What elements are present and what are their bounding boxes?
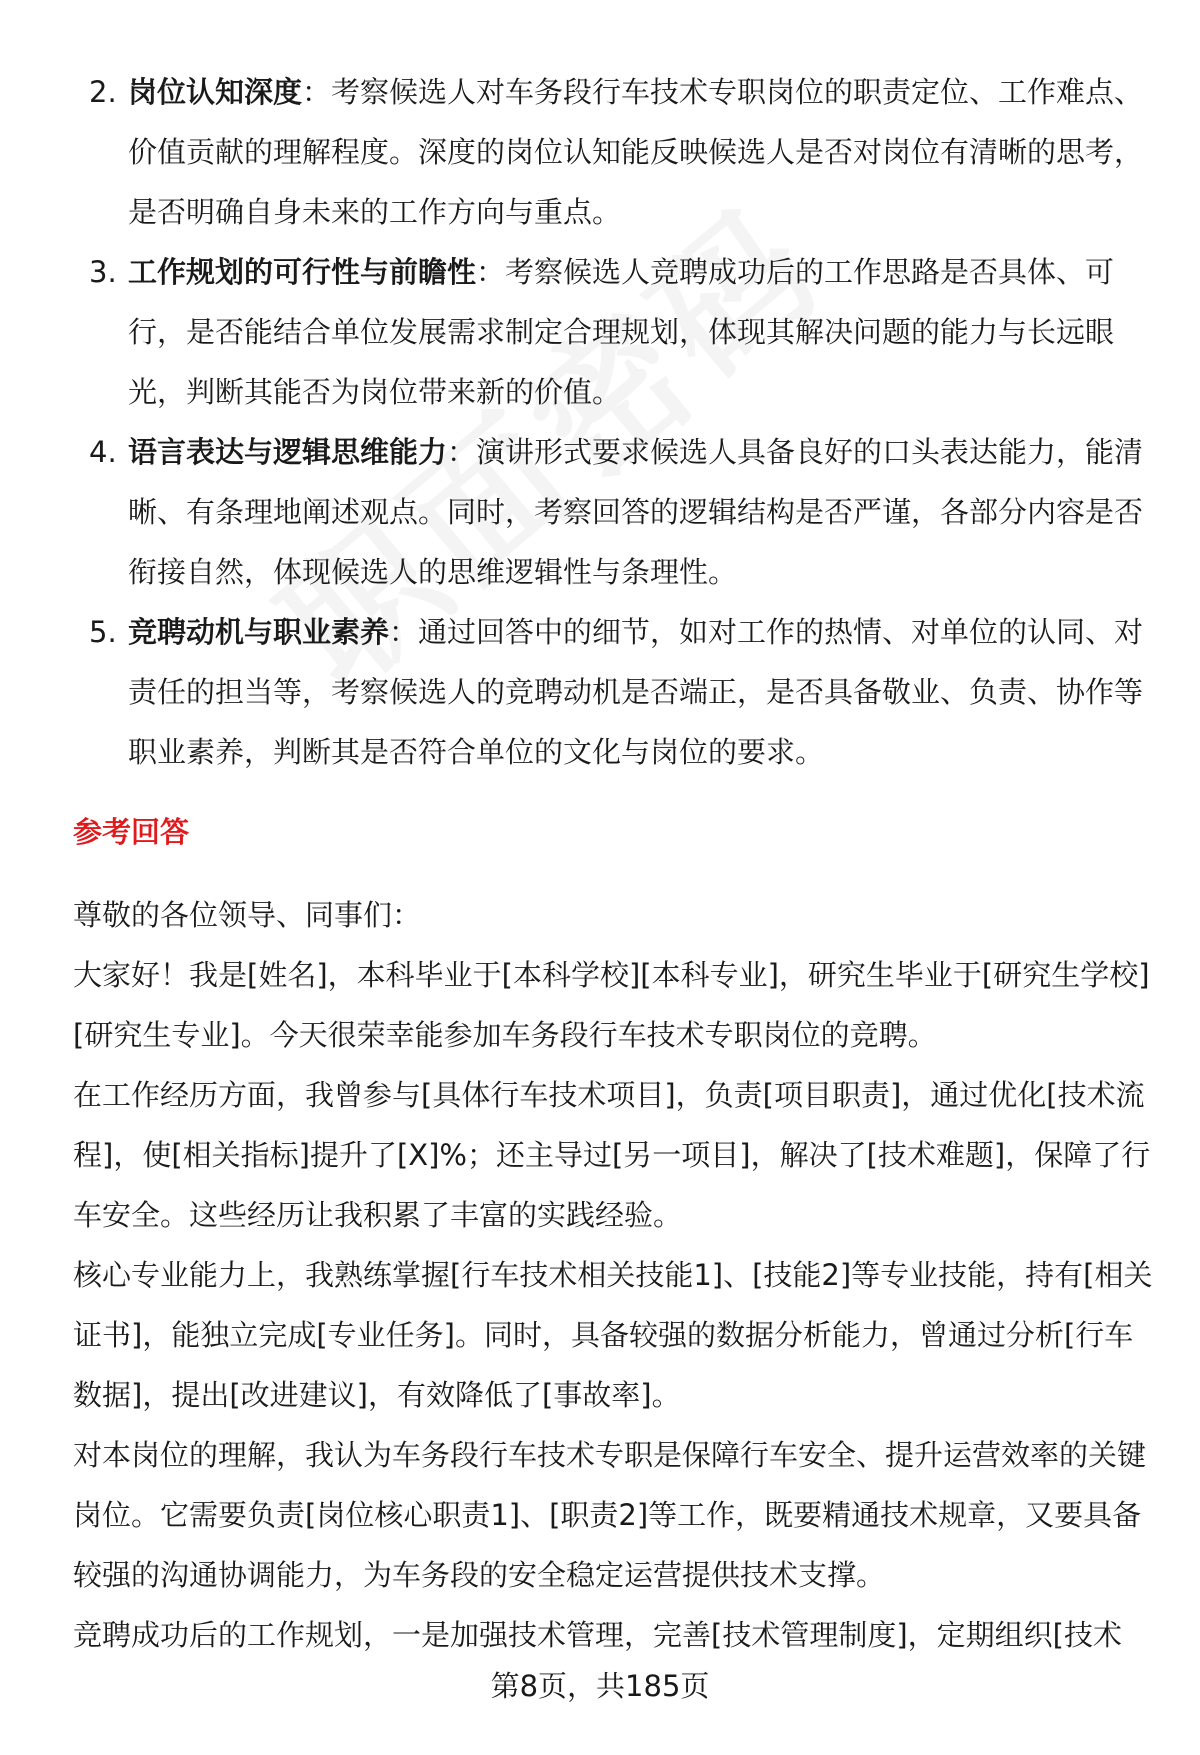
answer-paragraph: 核心专业能力上，我熟练掌握[行车技术相关技能1]、[技能2]等专业技能，持有[相关证书]，能独立完成[专业任务]。同时，具备较强的数据分析能力，曾通过分析[行车数据]，提出[改进建议]，有效降低了[事故率]。 [73,1258,1153,1412]
page-footer: 第8页，共185页 [490,1669,710,1703]
criteria-number: 4. [89,435,117,469]
criteria-term: 竞聘动机与职业素养 [128,615,390,649]
criteria-number: 2. [89,75,117,109]
criteria-term: 岗位认知深度 [128,75,303,109]
criteria-item [73,62,1153,242]
criteria-number: 3. [89,255,117,289]
criteria-number: 5. [89,615,117,649]
answer-paragraph: 在工作经历方面，我曾参与[具体行车技术项目]，负责[项目职责]，通过优化[技术流程]，使[相关指标]提升了[X]%；还主导过[另一项目]，解决了[技术难题]，保障了行车安全。这些经历让我积累了丰富的实践经验。 [73,1078,1151,1232]
answer-paragraph: 大家好！我是[姓名]，本科毕业于[本科学校][本科专业]，研究生毕业于[研究生学校][研究生专业]。今天很荣幸能参加车务段行车技术专职岗位的竞聘。 [73,958,1150,1052]
criteria-term: 工作规划的可行性与前瞻性 [128,255,477,289]
criteria-item [73,422,1153,602]
criteria-text: ：考察候选人竞聘成功后的工作思路是否具体、可行，是否能结合单位发展需求制定合理规划，体现其解决问题的能力与长远眼光，判断其能否为岗位带来新的价值。 [128,255,1115,409]
criteria-text: ：演讲形式要求候选人具备良好的口头表达能力，能清晰、有条理地阐述观点。同时，考察回答的逻辑结构是否严谨，各部分内容是否衔接自然，体现候选人的思维逻辑性与条理性。 [128,435,1144,589]
criteria-term: 语言表达与逻辑思维能力 [128,435,448,469]
reference-answer [73,885,1158,1665]
answer-paragraph: 竞聘成功后的工作规划，一是加强技术管理，完善[技术管理制度]，定期组织[技术 [73,1618,1122,1652]
criteria-text: ：考察候选人对车务段行车技术专职岗位的职责定位、工作难点、价值贡献的理解程度。深度的岗位认知能反映候选人是否对岗位有清晰的思考，是否明确自身未来的工作方向与重点。 [128,75,1144,229]
criteria-text: ：通过回答中的细节，如对工作的热情、对单位的认同、对责任的担当等，考察候选人的竞聘动机是否端正，是否具备敬业、负责、协作等职业素养，判断其是否符合单位的文化与岗位的要求。 [128,615,1144,769]
section-heading: 参考回答 [73,815,190,849]
criteria-item [73,602,1153,782]
answer-paragraph: 尊敬的各位领导、同事们： [73,898,422,932]
criteria-item [73,242,1153,422]
evaluation-criteria-list [73,62,1153,782]
answer-paragraph: 对本岗位的理解，我认为车务段行车技术专职是保障行车安全、提升运营效率的关键岗位。它需要负责[岗位核心职责1]、[职责2]等工作，既要精通技术规章，又要具备较强的沟通协调能力，为车务段的安全稳定运营提供技术支撑。 [73,1438,1147,1592]
